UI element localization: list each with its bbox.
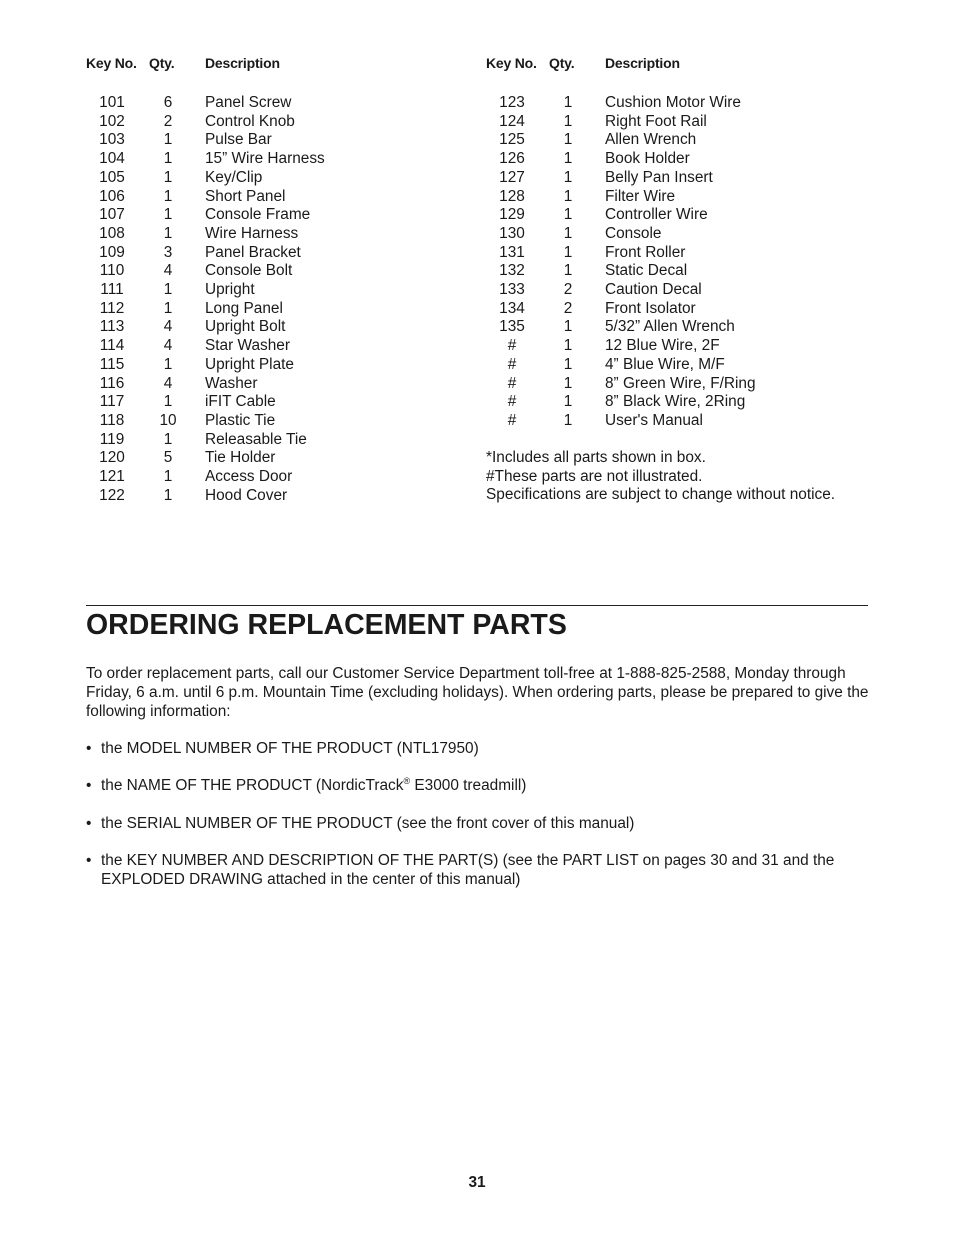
part-description: 5/32” Allen Wrench — [605, 318, 735, 336]
part-key-no: 121 — [99, 468, 125, 485]
part-key-no: 132 — [499, 262, 525, 280]
part-description: 4” Blue Wire, M/F — [605, 355, 725, 373]
part-qty: 3 — [163, 243, 173, 261]
part-description: Panel Bracket — [205, 243, 301, 261]
part-qty: 1 — [163, 393, 173, 411]
part-key-no: 113 — [99, 318, 125, 336]
bullet-text: the KEY NUMBER AND DESCRIPTION OF THE PART(S) (see the PART LIST on pages 30 and 31 and the EXPLODED DRAWING attached in the center of this manual) — [101, 852, 835, 888]
part-key-no: 108 — [99, 224, 125, 242]
part-description: Upright Bolt — [205, 318, 286, 336]
part-description: Tie Holder — [205, 449, 276, 467]
part-key-no: 130 — [499, 224, 525, 242]
part-key-no: 129 — [499, 206, 525, 224]
part-key-no: 117 — [99, 393, 125, 411]
header-description: Description — [205, 55, 280, 71]
part-key-no: 126 — [499, 150, 525, 168]
part-qty: 1 — [563, 187, 573, 205]
part-qty: 1 — [163, 430, 173, 448]
part-description: Console — [605, 224, 662, 242]
part-qty: 10 — [159, 411, 177, 429]
bullet-symbol: • — [86, 740, 92, 757]
part-key-no: 127 — [499, 168, 525, 186]
part-key-no: 101 — [99, 94, 125, 111]
bullet-text-part: the NAME OF THE PRODUCT (NordicTrack — [101, 777, 404, 794]
part-qty: 1 — [563, 94, 573, 111]
part-description: Book Holder — [605, 150, 690, 168]
part-key-no: 118 — [99, 411, 125, 429]
part-key-no: 116 — [99, 374, 125, 392]
part-description: 15” Wire Harness — [205, 150, 325, 168]
part-description: Upright — [205, 281, 255, 298]
part-key-no: 122 — [99, 486, 125, 504]
note-specifications: Specifications are subject to change without notice. — [486, 486, 836, 503]
part-qty: 1 — [563, 374, 573, 392]
part-qty: 1 — [163, 281, 173, 298]
part-description: iFIT Cable — [205, 393, 276, 411]
part-key-no: # — [507, 355, 517, 373]
part-key-no: 102 — [99, 112, 125, 130]
part-description: Pulse Bar — [205, 131, 272, 149]
header-key-no: Key No. — [486, 55, 537, 71]
part-description: Access Door — [205, 468, 293, 485]
part-description: 12 Blue Wire, 2F — [605, 337, 720, 355]
bullet-symbol: • — [86, 815, 92, 832]
part-description: Wire Harness — [205, 224, 299, 242]
part-qty: 1 — [563, 318, 573, 336]
section-intro: To order replacement parts, call our Customer Service Department toll-free at 1-888-825-2588, Monday through Friday, 6 a.m. until 6 p.m. Mountain Time (excluding holidays). When ordering parts, please be prepared to give the following information: — [86, 665, 869, 720]
part-key-no: 105 — [99, 168, 125, 186]
part-description: Releasable Tie — [205, 430, 307, 448]
part-description: 8” Green Wire, F/Ring — [605, 374, 756, 392]
part-key-no: 133 — [499, 281, 525, 298]
part-qty: 4 — [163, 337, 173, 355]
part-qty: 1 — [163, 355, 173, 373]
part-key-no: 135 — [499, 318, 525, 336]
part-description: Belly Pan Insert — [605, 168, 713, 186]
part-description: Key/Clip — [205, 168, 263, 186]
part-qty: 4 — [163, 318, 173, 336]
part-description: 8” Black Wire, 2Ring — [605, 393, 746, 411]
part-key-no: 115 — [99, 355, 125, 373]
part-description: Controller Wire — [605, 206, 708, 224]
part-qty: 1 — [163, 150, 173, 168]
part-key-no: 119 — [99, 430, 125, 448]
part-description: Upright Plate — [205, 355, 294, 373]
part-qty: 1 — [163, 486, 173, 504]
part-key-no: 125 — [499, 131, 525, 149]
part-key-no: # — [507, 337, 517, 355]
header-key-no: Key No. — [86, 55, 137, 71]
header-qty: Qty. — [149, 55, 175, 71]
registered-mark: ® — [403, 775, 411, 786]
part-qty: 1 — [563, 112, 573, 130]
bullet-text-part: E3000 treadmill) — [410, 777, 527, 794]
part-key-no: 112 — [99, 299, 125, 317]
header-qty: Qty. — [549, 55, 575, 71]
part-qty: 4 — [163, 262, 173, 280]
part-description: Cushion Motor Wire — [605, 94, 741, 111]
part-description: Panel Screw — [205, 94, 292, 111]
part-key-no: 124 — [499, 112, 525, 130]
part-key-no: 107 — [99, 206, 125, 224]
part-qty: 1 — [563, 411, 573, 429]
part-qty: 1 — [563, 393, 573, 411]
part-qty: 2 — [563, 281, 573, 298]
part-qty: 5 — [163, 449, 173, 467]
header-description: Description — [605, 55, 680, 71]
part-qty: 1 — [163, 168, 173, 186]
note-includes: *Includes all parts shown in box. — [486, 449, 706, 466]
part-description: Short Panel — [205, 187, 286, 205]
page-number: 31 — [468, 1174, 486, 1191]
part-key-no: 114 — [99, 337, 125, 355]
part-description: Star Washer — [205, 337, 290, 355]
part-description: Console Frame — [205, 206, 311, 224]
part-description: Hood Cover — [205, 486, 288, 504]
section-divider — [86, 605, 868, 606]
part-description: Plastic Tie — [205, 411, 276, 429]
part-key-no: 103 — [99, 131, 125, 149]
part-description: Static Decal — [605, 262, 688, 280]
part-qty: 1 — [163, 131, 173, 149]
part-description: Caution Decal — [605, 281, 702, 298]
part-key-no: # — [507, 393, 517, 411]
bullet-symbol: • — [86, 777, 92, 794]
part-key-no: 123 — [499, 94, 525, 111]
part-qty: 1 — [163, 299, 173, 317]
bullet-text: the MODEL NUMBER OF THE PRODUCT (NTL17950) — [101, 740, 479, 757]
part-description: Allen Wrench — [605, 131, 697, 149]
bullet-text: the SERIAL NUMBER OF THE PRODUCT (see the front cover of this manual) — [101, 815, 635, 832]
part-description: Washer — [205, 374, 258, 392]
part-qty: 1 — [563, 337, 573, 355]
part-description: User's Manual — [605, 411, 703, 429]
part-description: Front Isolator — [605, 299, 696, 317]
part-qty: 4 — [163, 374, 173, 392]
part-key-no: 134 — [499, 299, 525, 317]
part-key-no: 131 — [499, 243, 525, 261]
part-qty: 1 — [563, 168, 573, 186]
bullet-symbol: • — [86, 852, 92, 869]
part-qty: 1 — [563, 206, 573, 224]
note-not-illustrated: #These parts are not illustrated. — [486, 468, 703, 485]
part-description: Filter Wire — [605, 187, 676, 205]
part-qty: 1 — [163, 206, 173, 224]
part-qty: 1 — [563, 355, 573, 373]
part-key-no: 104 — [99, 150, 125, 168]
part-qty: 1 — [563, 131, 573, 149]
part-qty: 1 — [163, 468, 173, 485]
part-description: Front Roller — [605, 243, 686, 261]
part-key-no: # — [507, 411, 517, 429]
part-qty: 1 — [163, 187, 173, 205]
part-qty: 1 — [563, 243, 573, 261]
part-qty: 6 — [163, 94, 173, 111]
part-key-no: 120 — [99, 449, 125, 467]
part-key-no: 111 — [100, 281, 124, 298]
bullet-text — [101, 776, 861, 795]
part-key-no: # — [507, 374, 517, 392]
section-title: ORDERING REPLACEMENT PARTS — [86, 609, 567, 641]
part-qty: 1 — [563, 224, 573, 242]
part-qty: 2 — [163, 112, 173, 130]
part-description: Console Bolt — [205, 262, 293, 280]
part-description: Control Knob — [205, 112, 295, 130]
part-qty: 1 — [163, 224, 173, 242]
part-key-no: 110 — [99, 262, 125, 280]
part-key-no: 106 — [99, 187, 125, 205]
part-key-no: 109 — [99, 243, 125, 261]
part-qty: 1 — [563, 150, 573, 168]
part-description: Long Panel — [205, 299, 283, 317]
part-qty: 1 — [563, 262, 573, 280]
part-description: Right Foot Rail — [605, 112, 707, 130]
part-key-no: 128 — [499, 187, 525, 205]
part-qty: 2 — [563, 299, 573, 317]
